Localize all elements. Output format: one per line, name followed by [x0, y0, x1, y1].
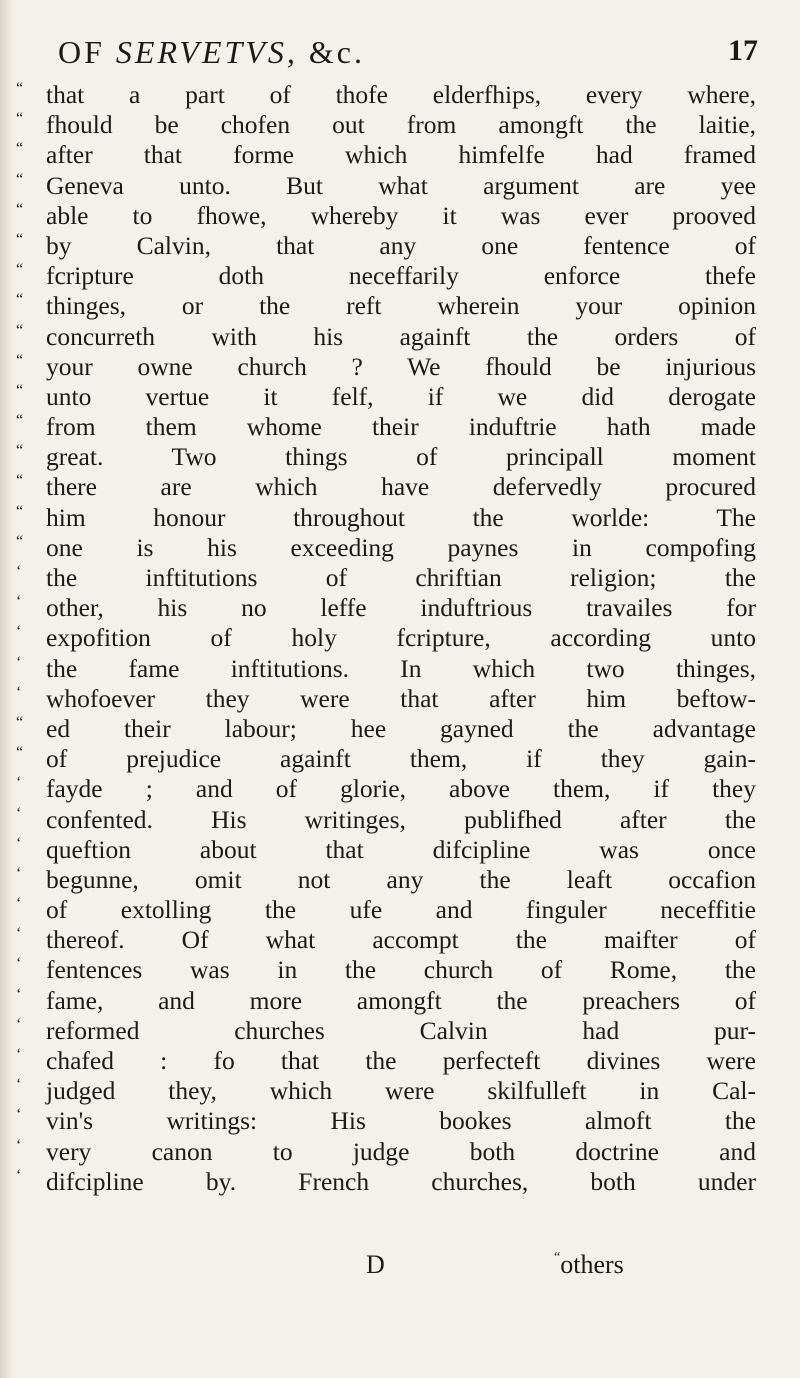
catchword-text: others — [560, 1250, 624, 1279]
text-line — [16, 774, 776, 804]
line-text: your owne church ? We fhould be injurious — [46, 351, 756, 381]
quote-mark: “ — [16, 80, 24, 97]
line-text: very canon to judge both doctrine and — [46, 1136, 756, 1166]
quote-mark: ‘ — [16, 804, 22, 822]
quote-mark: “ — [16, 230, 24, 248]
quote-mark: ‘ — [16, 563, 22, 580]
line-text: by Calvin, that any one fentence of — [46, 230, 756, 260]
line-text: that a part of thofe elderfhips, every where, — [46, 80, 756, 109]
quote-mark: “ — [16, 381, 24, 399]
quote-mark: “ — [16, 502, 24, 520]
signature-mark: D — [366, 1250, 385, 1279]
text-line — [16, 865, 776, 895]
quote-mark: ‘ — [16, 774, 22, 792]
line-text: judged they, which were skilfulleft in Cal- — [46, 1076, 756, 1106]
line-text: the fame inftitutions. In which two thinges, — [46, 653, 756, 683]
page-gutter-shadow — [0, 0, 14, 1378]
text-line — [16, 895, 776, 925]
line-text: him honour throughout the worlde: The — [46, 502, 756, 532]
text-line — [16, 442, 776, 472]
line-text: unto vertue it felf, if we did derogate — [46, 381, 756, 411]
text-line — [16, 291, 776, 321]
text-line — [16, 744, 776, 774]
line-text: difcipline by. French churches, both under — [46, 1166, 756, 1196]
text-line — [16, 1016, 776, 1046]
quote-mark: ‘ — [16, 864, 22, 882]
text-line — [16, 1106, 776, 1136]
quote-mark: ‘ — [16, 925, 22, 943]
text-line — [16, 623, 776, 653]
text-line — [16, 1076, 776, 1106]
quote-mark: ‘ — [16, 1166, 22, 1184]
line-text: concurreth with his againft the orders of — [46, 321, 756, 351]
line-text: expofition of holy fcripture, according unto — [46, 623, 756, 653]
quote-mark: “ — [16, 412, 24, 430]
quote-mark: “ — [16, 351, 24, 369]
quote-mark: “ — [16, 532, 24, 550]
quote-mark: ‘ — [16, 834, 22, 852]
quote-mark: “ — [16, 472, 24, 490]
quote-mark: “ — [16, 291, 24, 309]
text-line — [16, 472, 776, 502]
line-text: thereof. Of what accompt the maifter of — [46, 925, 756, 955]
line-text: fame, and more amongft the preachers of — [46, 985, 756, 1015]
quote-mark: ‘ — [16, 895, 22, 913]
line-text: fentences was in the church of Rome, the — [46, 955, 756, 985]
line-text: thinges, or the reft wherein your opinion — [46, 291, 756, 321]
quote-mark: ‘ — [16, 985, 22, 1003]
quote-mark: “ — [16, 110, 24, 128]
catchword — [554, 1250, 624, 1280]
quote-mark: ‘ — [16, 653, 22, 671]
body-text — [16, 80, 776, 1197]
page-footer — [16, 1250, 776, 1284]
text-line — [16, 1167, 776, 1197]
page-header — [58, 28, 758, 78]
quote-mark: ‘ — [16, 1076, 22, 1094]
line-text: reformed churches Calvin had pur- — [46, 1015, 756, 1045]
line-text: able to fhowe, whereby it was ever prooved — [46, 200, 756, 230]
line-text: fayde ; and of glorie, above them, if they — [46, 774, 756, 804]
page-number: 17 — [728, 34, 758, 67]
text-line — [16, 322, 776, 352]
text-line — [16, 171, 776, 201]
text-line — [16, 1046, 776, 1076]
line-text: queftion about that difcipline was once — [46, 834, 756, 864]
line-text: of extolling the ufe and finguler neceffitie — [46, 895, 756, 925]
catchword-quote-mark: “ — [554, 1250, 561, 1265]
text-line — [16, 231, 776, 261]
line-text: from them whome their induftrie hath made — [46, 412, 756, 442]
text-line — [16, 140, 776, 170]
text-line — [16, 714, 776, 744]
line-text: after that forme which himfelfe had framed — [46, 140, 756, 170]
text-line — [16, 986, 776, 1016]
text-line — [16, 835, 776, 865]
quote-mark: “ — [16, 200, 24, 218]
line-text: of prejudice againft them, if they gain- — [46, 744, 756, 774]
quote-mark: “ — [16, 140, 24, 158]
quote-mark: “ — [16, 170, 24, 188]
line-text: there are which have defervedly procured — [46, 472, 756, 502]
quote-mark: ‘ — [16, 1046, 22, 1063]
line-text: fhould be chofen out from amongft the laitie, — [46, 110, 756, 140]
text-line — [16, 654, 776, 684]
text-line — [16, 925, 776, 955]
quote-mark: ‘ — [16, 1136, 22, 1154]
text-line — [16, 261, 776, 291]
text-line — [16, 563, 776, 593]
quote-mark: ‘ — [16, 955, 22, 973]
running-head-prefix: OF — [58, 34, 116, 70]
quote-mark: ‘ — [16, 683, 22, 701]
text-line — [16, 955, 776, 985]
line-text: chafed : fo that the perfecteft divines were — [46, 1046, 756, 1075]
running-head-name: SERVETVS, — [115, 34, 298, 70]
quote-mark: “ — [16, 442, 24, 460]
text-line — [16, 201, 776, 231]
quote-mark: ‘ — [16, 1015, 22, 1033]
line-text: one is his exceeding paynes in compofing — [46, 532, 756, 562]
line-text: Geneva unto. But what argument are yee — [46, 170, 756, 200]
line-text: begunne, omit not any the leaft occafion — [46, 864, 756, 894]
quote-mark: ‘ — [16, 1106, 22, 1124]
text-line — [16, 382, 776, 412]
running-head-suffix: &c. — [297, 34, 365, 70]
text-line — [16, 503, 776, 533]
quote-mark: “ — [16, 321, 24, 339]
text-line — [16, 412, 776, 442]
quote-mark: ‘ — [16, 593, 22, 611]
text-line — [16, 593, 776, 623]
text-line — [16, 80, 776, 110]
line-text: confented. His writinges, publifhed after the — [46, 804, 756, 834]
quote-mark: “ — [16, 744, 24, 762]
quote-mark: “ — [16, 261, 24, 279]
text-line — [16, 805, 776, 835]
text-line — [16, 352, 776, 382]
running-head — [58, 34, 365, 71]
text-line — [16, 533, 776, 563]
text-line — [16, 110, 776, 140]
line-text: fcripture doth neceffarily enforce thefe — [46, 261, 756, 291]
line-text: vin's writings: His bookes almoft the — [46, 1106, 756, 1136]
line-text: whofoever they were that after him beftow- — [46, 683, 756, 713]
line-text: other, his no leffe induftrious travailes for — [46, 593, 756, 623]
quote-mark: “ — [16, 713, 24, 731]
text-line — [16, 684, 776, 714]
quote-mark: ‘ — [16, 623, 22, 641]
line-text: the inftitutions of chriftian religion; the — [46, 563, 756, 592]
line-text: ed their labour; hee gayned the advantage — [46, 713, 756, 743]
line-text: great. Two things of principall moment — [46, 442, 756, 472]
text-line — [16, 1137, 776, 1167]
